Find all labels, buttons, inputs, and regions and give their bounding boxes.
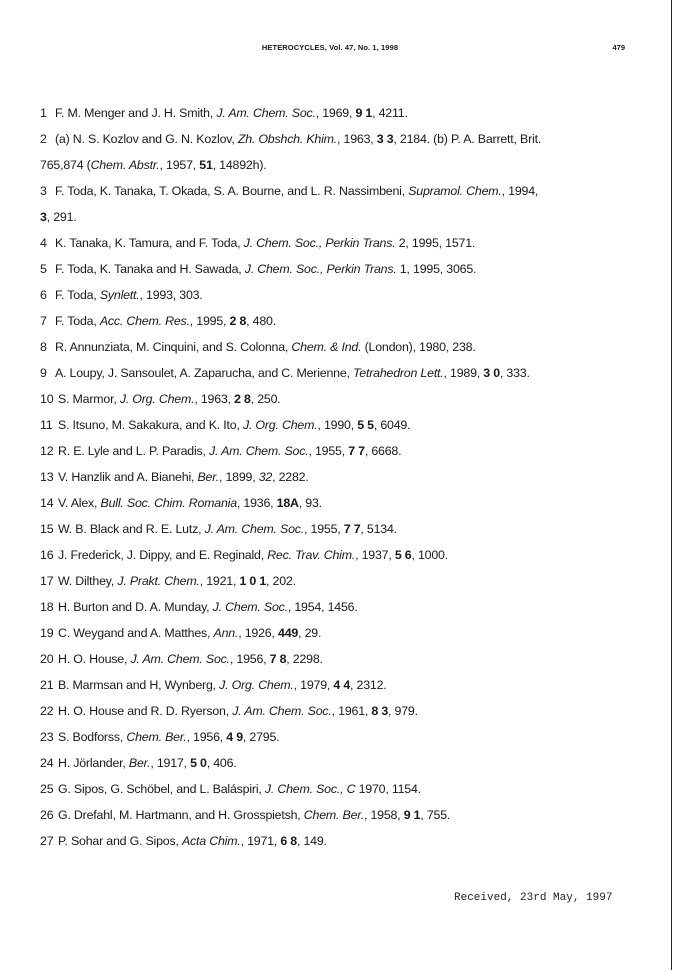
reference-number: 27 xyxy=(40,834,54,848)
reference-continuation xyxy=(40,204,630,230)
journal-name: Acc. Chem. Res. xyxy=(99,314,190,328)
journal-name: J. Chem. Soc., C xyxy=(264,782,356,796)
journal-name: J. Am. Chem. Soc. xyxy=(204,522,305,536)
reference-item xyxy=(40,802,630,828)
reference-item xyxy=(40,646,630,672)
reference-text: , 1917, xyxy=(150,756,191,770)
reference-text: , 2312. xyxy=(350,678,387,692)
reference-text: , 1899, xyxy=(218,470,259,484)
reference-number: 15 xyxy=(40,522,54,536)
volume-number: 5 0 xyxy=(190,756,207,770)
reference-item xyxy=(40,776,630,802)
reference-text: , 4211. xyxy=(372,106,408,120)
reference-text: , 2795. xyxy=(242,730,280,744)
reference-item xyxy=(40,386,630,412)
reference-number: 3 xyxy=(40,184,47,198)
reference-text: , 1963, xyxy=(337,132,377,146)
reference-number: 5 xyxy=(40,262,47,276)
reference-item xyxy=(40,542,630,568)
journal-name: Ber. xyxy=(197,470,219,484)
reference-text: , 2282. xyxy=(272,470,309,484)
reference-text: W. B. Black and R. E. Lutz, xyxy=(58,522,205,536)
reference-text: , 333. xyxy=(499,366,530,380)
reference-text: 1970, 1154. xyxy=(355,782,421,796)
journal-name: Supramol. Chem. xyxy=(408,184,502,198)
volume-number: 7 7 xyxy=(348,444,365,458)
reference-text: , 5134. xyxy=(360,522,397,536)
reference-continuation xyxy=(40,152,630,178)
reference-number: 1 xyxy=(40,106,47,120)
reference-text: , 1958, xyxy=(364,808,404,822)
reference-text: , 6049. xyxy=(373,418,411,432)
reference-number: 7 xyxy=(40,314,47,328)
reference-item xyxy=(40,360,630,386)
volume-number: 51 xyxy=(199,158,213,172)
reference-text: , 480. xyxy=(246,314,276,328)
reference-text: , 1995, xyxy=(189,314,230,328)
journal-name: Tetrahedron Lett. xyxy=(353,366,444,380)
reference-number: 22 xyxy=(40,704,54,718)
reference-number: 18 xyxy=(40,600,54,614)
journal-name: Chem. Ber. xyxy=(303,808,364,822)
reference-text: , 1971, xyxy=(240,834,281,848)
reference-text: , 14892h). xyxy=(212,158,267,172)
reference-item xyxy=(40,594,630,620)
reference-item xyxy=(40,568,630,594)
reference-number: 4 xyxy=(40,236,47,250)
reference-text: F. Toda, K. Tanaka, T. Okada, S. A. Bourne, and L. R. Nassimbeni, xyxy=(55,184,409,198)
reference-text: V. Hanzlik and A. Bianehi, xyxy=(58,470,198,484)
volume-number: 18A xyxy=(276,496,299,510)
reference-text: F. Toda, xyxy=(55,314,100,328)
reference-item xyxy=(40,100,630,126)
journal-name: Chem. Abstr. xyxy=(90,158,160,172)
reference-text: H. Burton and D. A. Munday, xyxy=(58,600,213,614)
reference-text: K. Tanaka, K. Tamura, and F. Toda, xyxy=(55,236,244,250)
reference-text: (a) N. S. Kozlov and G. N. Kozlov, xyxy=(55,132,238,146)
reference-text: C. Weygand and A. Matthes, xyxy=(58,626,214,640)
reference-item xyxy=(40,308,630,334)
journal-name: J. Org. Chem. xyxy=(242,418,318,432)
reference-text: H. O. House and R. D. Ryerson, xyxy=(58,704,233,718)
reference-text: F. Toda, xyxy=(55,288,100,302)
reference-text: , 1979, xyxy=(293,678,334,692)
reference-text: S. Bodforss, xyxy=(58,730,127,744)
reference-item xyxy=(40,828,630,854)
journal-name: J. Am. Chem. Soc. xyxy=(209,444,309,458)
reference-item xyxy=(40,126,630,152)
reference-item xyxy=(40,178,630,204)
reference-text: , 1994, xyxy=(501,184,539,198)
volume-number: 6 8 xyxy=(280,834,297,848)
reference-item xyxy=(40,438,630,464)
volume-number: 4 9 xyxy=(226,730,243,744)
reference-item xyxy=(40,516,630,542)
reference-text: (London), 1980, 238. xyxy=(361,340,476,354)
reference-text: H. Jörlander, xyxy=(58,756,129,770)
reference-text: , 1937, xyxy=(355,548,395,562)
journal-name: J. Chem. Soc., Perkin Trans. xyxy=(243,236,396,250)
reference-number: 19 xyxy=(40,626,54,640)
reference-text: , 1969, xyxy=(315,106,356,120)
reference-text: , 1963, xyxy=(194,392,235,406)
reference-text: , 1956, xyxy=(186,730,227,744)
journal-name: J. Org. Chem. xyxy=(219,678,294,692)
journal-name: Bull. Soc. Chim. Romania xyxy=(100,496,237,510)
reference-text: , 755. xyxy=(420,808,451,822)
journal-name: Chem. Ber. xyxy=(126,730,187,744)
reference-item xyxy=(40,412,630,438)
volume-number: 2 8 xyxy=(229,314,247,328)
reference-number: 21 xyxy=(40,678,54,692)
reference-number: 26 xyxy=(40,808,54,822)
reference-text: 1, 1995, 3065. xyxy=(396,262,477,276)
journal-citation: HETEROCYCLES, Vol. 47, No. 1, 1998 xyxy=(261,43,399,52)
reference-list xyxy=(40,100,630,854)
running-header xyxy=(0,43,672,57)
reference-item xyxy=(40,256,630,282)
journal-name: Ann. xyxy=(213,626,239,640)
reference-text: , 2298. xyxy=(286,652,323,666)
reference-text: , 250. xyxy=(250,392,281,406)
reference-text: S. Marmor, xyxy=(58,392,120,406)
reference-text: R. Annunziata, M. Cinquini, and S. Colonna, xyxy=(55,340,292,354)
reference-text: , 1921, xyxy=(199,574,240,588)
reference-text: , 1936, xyxy=(236,496,277,510)
reference-number: 25 xyxy=(40,782,54,796)
reference-text: , 1955, xyxy=(304,522,344,536)
reference-text: , 6668. xyxy=(364,444,402,458)
reference-text: F. M. Menger and J. H. Smith, xyxy=(55,106,217,120)
reference-number: 8 xyxy=(40,340,47,354)
reference-number: 17 xyxy=(40,574,54,588)
journal-name: Chem. & Ind. xyxy=(291,340,362,354)
volume-number: 7 8 xyxy=(269,652,287,666)
reference-number: 2 xyxy=(40,132,47,146)
reference-text: , 1990, xyxy=(317,418,358,432)
reference-text: , 406. xyxy=(206,756,237,770)
journal-name: Zh. Obshch. Khim. xyxy=(237,132,338,146)
reference-item xyxy=(40,464,630,490)
reference-text: G. Sipos, G. Schöbel, and L. Baláspiri, xyxy=(58,782,265,796)
reference-number: 13 xyxy=(40,470,54,484)
reference-text: , 979. xyxy=(388,704,418,718)
reference-number: 10 xyxy=(40,392,54,406)
reference-number: 9 xyxy=(40,366,47,380)
volume-number: 8 3 xyxy=(371,704,389,718)
reference-item xyxy=(40,230,630,256)
reference-item xyxy=(40,698,630,724)
reference-number: 16 xyxy=(40,548,54,562)
reference-text: V. Alex, xyxy=(58,496,101,510)
reference-text: B. Marmsan and H, Wynberg, xyxy=(58,678,220,692)
received-date: Received, 23rd May, 1997 xyxy=(454,892,613,904)
reference-number: 24 xyxy=(40,756,54,770)
reference-text: J. Frederick, J. Dippy, and E. Reginald, xyxy=(58,548,268,562)
journal-name: Acta Chim. xyxy=(181,834,241,848)
volume-number: 5 6 xyxy=(394,548,412,562)
reference-text: , 1954, 1456. xyxy=(287,600,358,614)
volume-number: 5 5 xyxy=(357,418,374,432)
volume-number: 7 7 xyxy=(343,522,361,536)
volume-number: 9 1 xyxy=(403,808,421,822)
volume-number: 3 0 xyxy=(483,366,500,380)
reference-text: , 202. xyxy=(266,574,296,588)
page-number: 479 xyxy=(612,43,625,52)
reference-text: H. O. House, xyxy=(58,652,131,666)
reference-text: 765,874 ( xyxy=(40,158,91,172)
volume-number: 2 8 xyxy=(234,392,251,406)
journal-name: J. Prakt. Chem. xyxy=(117,574,200,588)
reference-text: , 1961, xyxy=(331,704,372,718)
reference-number: 20 xyxy=(40,652,54,666)
journal-name: J. Am. Chem. Soc. xyxy=(232,704,332,718)
volume-number: 4 4 xyxy=(333,678,351,692)
journal-name: 32 xyxy=(258,470,273,484)
reference-text: , 1926, xyxy=(238,626,278,640)
reference-item xyxy=(40,334,630,360)
reference-text: , 2184. (b) P. A. Barrett, Brit. xyxy=(393,132,542,146)
reference-text: R. E. Lyle and L. P. Paradis, xyxy=(58,444,210,458)
reference-item xyxy=(40,724,630,750)
journal-name: J. Am. Chem. Soc. xyxy=(216,106,316,120)
reference-item xyxy=(40,620,630,646)
reference-number: 6 xyxy=(40,288,47,302)
reference-number: 12 xyxy=(40,444,54,458)
journal-name: Ber. xyxy=(128,756,151,770)
reference-number: 23 xyxy=(40,730,54,744)
reference-text: , 1989, xyxy=(443,366,484,380)
reference-text: A. Loupy, J. Sansoulet, A. Zaparucha, and C. Merienne, xyxy=(55,366,354,380)
volume-number: 9 1 xyxy=(355,106,373,120)
reference-text: , 149. xyxy=(296,834,327,848)
reference-item xyxy=(40,672,630,698)
volume-number: 3 3 xyxy=(376,132,394,146)
reference-item xyxy=(40,750,630,776)
reference-text: , 1956, xyxy=(229,652,270,666)
reference-text: S. Itsuno, M. Sakakura, and K. Ito, xyxy=(58,418,243,432)
reference-item xyxy=(40,282,630,308)
reference-text: , 291. xyxy=(46,210,77,224)
reference-text: , 1993, 303. xyxy=(139,288,203,302)
journal-name: J. Chem. Soc., Perkin Trans. xyxy=(244,262,397,276)
reference-text: , 29. xyxy=(298,626,322,640)
volume-number: 449 xyxy=(278,626,299,640)
volume-number: 1 0 1 xyxy=(239,574,267,588)
reference-text: 2, 1995, 1571. xyxy=(395,236,476,250)
journal-name: Synlett. xyxy=(99,288,140,302)
reference-text: F. Toda, K. Tanaka and H. Sawada, xyxy=(55,262,245,276)
reference-text: , 1957, xyxy=(159,158,200,172)
reference-text: W. Dilthey, xyxy=(58,574,118,588)
journal-name: Rec. Trav. Chim. xyxy=(267,548,356,562)
reference-text: , 93. xyxy=(298,496,322,510)
reference-text: , 1955, xyxy=(308,444,349,458)
reference-text: , 1000. xyxy=(411,548,448,562)
reference-number: 11 xyxy=(40,418,53,432)
reference-text: P. Sohar and G. Sipos, xyxy=(58,834,182,848)
reference-item xyxy=(40,490,630,516)
journal-name: J. Am. Chem. Soc. xyxy=(130,652,230,666)
reference-number: 14 xyxy=(40,496,54,510)
volume-number: 3 xyxy=(40,210,47,224)
reference-text: G. Drefahl, M. Hartmann, and H. Grosspietsh, xyxy=(58,808,304,822)
journal-name: J. Chem. Soc. xyxy=(212,600,288,614)
journal-name: J. Org. Chem. xyxy=(119,392,195,406)
